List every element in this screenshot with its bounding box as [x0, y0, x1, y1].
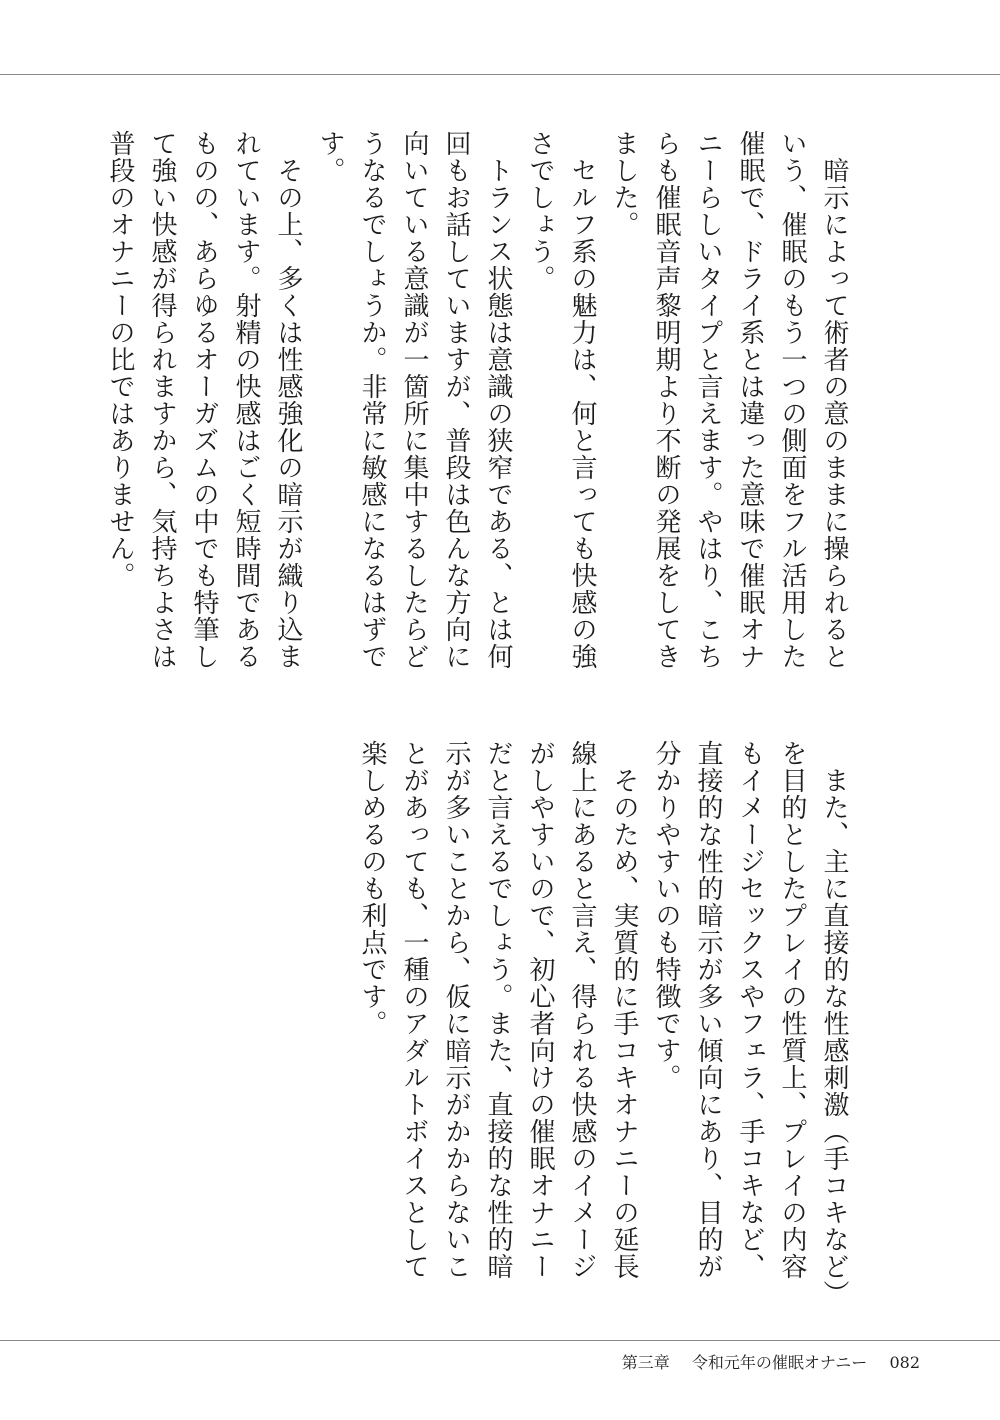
- paragraph: 暗示によって術者の意のままに操られるという、催眠のもう一つの側面をフル活用した催眠で、ドライ系とは違った意味で催眠オナニーらしいタイプと言えます。やはり、こちらも催眠音声黎明期より不断の発展をしてきました。: [609, 130, 849, 670]
- bottom-rule: [0, 1340, 1000, 1341]
- top-rule: [0, 74, 1000, 75]
- page-number: 082: [889, 1353, 920, 1372]
- paragraph: トランス状態は意識の狭窄である、とは何回もお話していますが、普段は色んな方向に向いている意識が一箇所に集中するしたらどうなるでしょうか。非常に敏感になるはずです。: [315, 130, 513, 670]
- chapter-title: 令和元年の催眠オナニー: [691, 1353, 868, 1372]
- lower-text-block: [351, 740, 855, 1300]
- paragraph: セルフ系の魅力は、何と言っても快感の強さでしょう。: [525, 130, 597, 670]
- chapter-label: 第三章: [621, 1353, 670, 1372]
- running-footer: [622, 1350, 920, 1373]
- paragraph: その上、多くは性感強化の暗示が織り込まれています。射精の快感はごく短時間であるものの、あらゆるオーガズムの中でも特筆して強い快感が得られますから、気持ちよさは普段のオナニーの比ではありません。: [105, 130, 303, 670]
- paragraph: また、主に直接的な性感刺激（手コキなど）を目的としたプレイの性質上、プレイの内容もイメージセックスやフェラ、手コキなど、直接的な性的暗示が多い傾向にあり、目的が分かりやすいのも特徴です。: [651, 740, 849, 1294]
- upper-text-block: [99, 130, 855, 690]
- paragraph: そのため、実質的に手コキオナニーの延長線上にあると言え、得られる快感のイメージがしやすいので、初心者向けの催眠オナニーだと言えるでしょう。また、直接的な性的暗示が多いことから、仮に暗示がかからないことがあっても、一種のアダルトボイスとして楽しめるのも利点です。: [357, 740, 639, 1280]
